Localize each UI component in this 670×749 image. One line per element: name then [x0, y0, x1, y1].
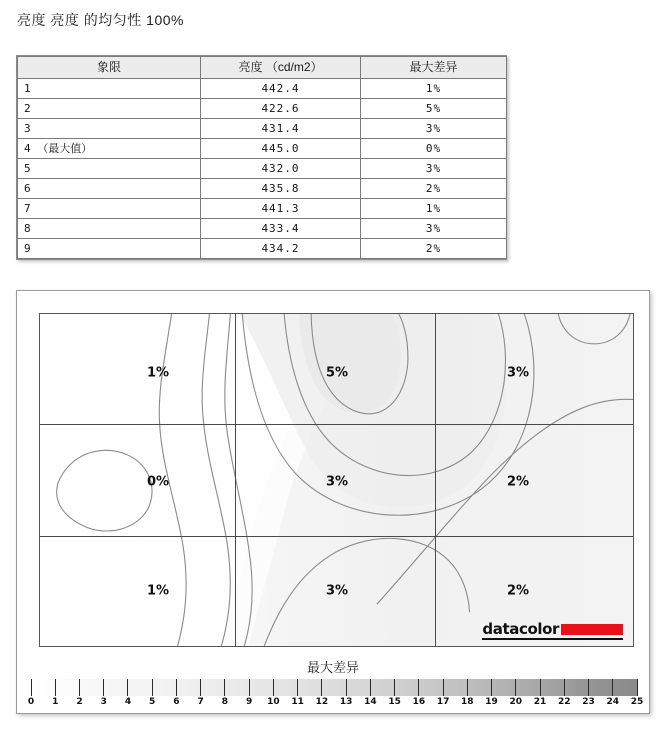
- legend-tick: [127, 679, 128, 696]
- heatmap-cell-label: 3%: [506, 365, 530, 381]
- cell-luminance: 445.0: [201, 139, 361, 159]
- legend-tick: [564, 679, 565, 696]
- legend-tick: [394, 679, 395, 696]
- grid-divider-vertical-1: [235, 314, 236, 646]
- cell-luminance: 433.4: [201, 219, 361, 239]
- cell-quadrant: 5: [18, 159, 201, 179]
- cell-deviation: 1%: [361, 199, 507, 219]
- legend-tick: [103, 679, 104, 696]
- datacolor-wordmark: datacolor: [482, 620, 559, 638]
- table-row: [18, 159, 507, 179]
- cell-deviation: 1%: [361, 79, 507, 99]
- uniformity-heatmap: [39, 313, 634, 647]
- legend-tick-label: 0: [27, 697, 35, 707]
- heatmap-cell-label: 2%: [506, 474, 530, 490]
- legend-tick: [370, 679, 371, 696]
- legend-tick-label: 6: [173, 697, 180, 707]
- grid-divider-horizontal-2: [40, 536, 633, 537]
- legend-tick: [79, 679, 80, 696]
- legend-tick-label: 14: [364, 697, 377, 707]
- legend-tick: [152, 679, 153, 696]
- legend-tick: [55, 679, 56, 696]
- cell-quadrant: 8: [18, 219, 201, 239]
- table-header-row: [18, 57, 507, 79]
- legend-tick-label: 13: [339, 697, 353, 707]
- cell-luminance: 432.0: [201, 159, 361, 179]
- legend-tick: [176, 679, 177, 696]
- legend-tick: [637, 679, 638, 696]
- cell-quadrant: 1: [18, 79, 201, 99]
- cell-deviation: 2%: [361, 239, 507, 259]
- cell-quadrant: 2: [18, 99, 201, 119]
- uniformity-map-panel: [16, 290, 650, 714]
- cell-deviation: 3%: [361, 159, 507, 179]
- legend-tick: [224, 679, 225, 696]
- legend-gradient: [31, 679, 637, 696]
- cell-quadrant: 7: [18, 199, 201, 219]
- legend-tick-label: 20: [509, 697, 523, 707]
- table-row: [18, 79, 507, 99]
- legend-tick: [588, 679, 589, 696]
- table-row: [18, 119, 507, 139]
- cell-quadrant: 6: [18, 179, 201, 199]
- legend-tick-label: 25: [630, 697, 644, 707]
- grid-divider-vertical-2: [435, 314, 436, 646]
- legend-tick: [273, 679, 274, 696]
- cell-deviation: 5%: [361, 99, 507, 119]
- legend-tick-label: 15: [388, 697, 401, 707]
- table-row: [18, 99, 507, 119]
- page-title: 亮度 亮度 的均匀性 100%: [17, 12, 184, 28]
- table-row: [18, 179, 507, 199]
- legend-tick-label: 22: [558, 697, 571, 707]
- heatmap-cell-label: 5%: [325, 365, 349, 381]
- legend-tick: [612, 679, 613, 696]
- legend-tick: [467, 679, 468, 696]
- legend-colorbar: [27, 679, 644, 709]
- cell-quadrant: 4 （最大值）: [18, 139, 201, 159]
- heatmap-cell-label: 3%: [325, 474, 349, 490]
- table-row: [18, 199, 507, 219]
- legend-tick: [321, 679, 322, 696]
- legend-tick-label: 16: [412, 697, 426, 707]
- legend-tick: [297, 679, 298, 696]
- legend-tick-label: 7: [197, 697, 204, 707]
- legend-tick-label: 18: [461, 697, 474, 707]
- legend-title: 最大差异: [306, 660, 359, 675]
- legend-tick-label: 10: [267, 697, 280, 707]
- heatmap-cell-label: 3%: [325, 583, 349, 599]
- table-row: [18, 239, 507, 259]
- heatmap-cell-label: 2%: [506, 583, 530, 599]
- legend-tick-label: 23: [582, 697, 595, 707]
- legend-tick-label: 19: [485, 697, 498, 707]
- legend-tick: [200, 679, 201, 696]
- table-row: [18, 219, 507, 239]
- legend-tick-label: 5: [149, 697, 156, 707]
- cell-quadrant: 3: [18, 119, 201, 139]
- heatmap-cell-label: 0%: [146, 474, 170, 490]
- cell-deviation: 2%: [361, 179, 507, 199]
- legend-tick-label: 9: [246, 697, 253, 707]
- legend-tick: [249, 679, 250, 696]
- column-header-deviation: 最大差异: [361, 57, 507, 79]
- legend-tick-label: 8: [221, 697, 229, 707]
- legend-tick-label: 1: [52, 697, 59, 707]
- legend-tick: [31, 679, 32, 696]
- legend-tick: [443, 679, 444, 696]
- legend-tick: [346, 679, 347, 696]
- grid-divider-horizontal-1: [40, 424, 633, 425]
- luminance-table: [17, 56, 507, 259]
- legend-tick-label: 12: [315, 697, 329, 707]
- cell-luminance: 441.3: [201, 199, 361, 219]
- legend-tick-label: 24: [606, 697, 620, 707]
- luminance-table-panel: [16, 55, 507, 260]
- legend-tick-label: 17: [436, 697, 450, 707]
- legend-tick: [515, 679, 516, 696]
- table-row: [18, 139, 507, 159]
- cell-deviation: 3%: [361, 219, 507, 239]
- legend-tick: [418, 679, 419, 696]
- legend-tick-label: 2: [76, 697, 83, 707]
- cell-luminance: 434.2: [201, 239, 361, 259]
- cell-deviation: 3%: [361, 119, 507, 139]
- heatmap-cell-label: 1%: [146, 583, 170, 599]
- legend-tick-label: 21: [533, 697, 547, 707]
- legend-tick-label: 4: [124, 697, 132, 707]
- datacolor-logo: [482, 622, 623, 640]
- legend-tick-label: 3: [100, 697, 107, 707]
- column-header-quadrant: 象限: [18, 57, 201, 79]
- column-header-luminance: 亮度 （cd/m2）: [201, 57, 361, 79]
- cell-luminance: 422.6: [201, 99, 361, 119]
- cell-luminance: 442.4: [201, 79, 361, 99]
- legend-tick-label: 11: [291, 697, 304, 707]
- cell-luminance: 431.4: [201, 119, 361, 139]
- cell-luminance: 435.8: [201, 179, 361, 199]
- datacolor-swatch: [561, 624, 623, 635]
- legend-tick: [491, 679, 492, 696]
- cell-deviation: 0%: [361, 139, 507, 159]
- cell-quadrant: 9: [18, 239, 201, 259]
- legend-tick: [540, 679, 541, 696]
- heatmap-cell-label: 1%: [146, 365, 170, 381]
